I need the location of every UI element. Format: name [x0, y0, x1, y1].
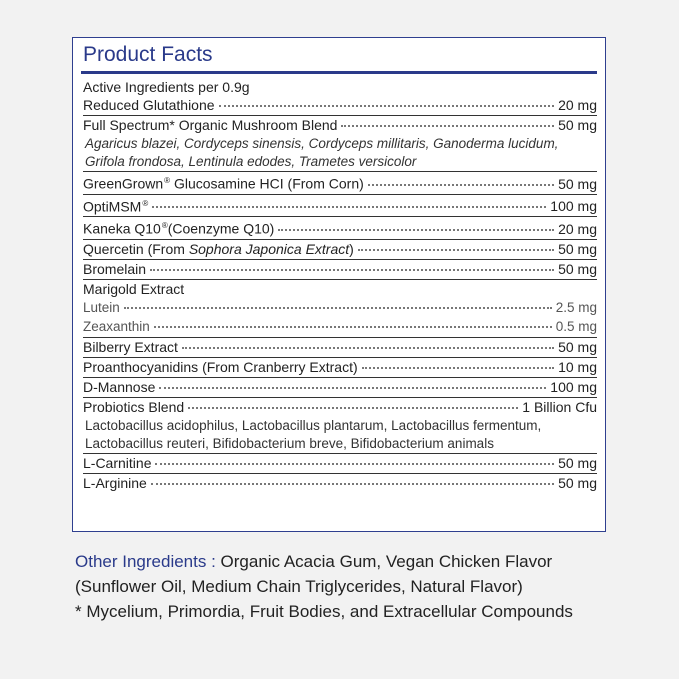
ingredient-row: GreenGrown® Glucosamine HCI (From Corn) 50 mg [83, 172, 597, 195]
probiotic-strains: Lactobacillus reuteri, Bifidobacterium breve, Bifidobacterium animals [85, 435, 494, 451]
probiotic-strains: Lactobacillus acidophilus, Lactobacillus plantarum, Lactobacillus fermentum, [85, 417, 542, 433]
panel-title: Product Facts [83, 43, 213, 66]
ingredient-row: Full Spectrum* Organic Mushroom Blend 50 mg [83, 117, 597, 133]
sub-ingredient-row: Zeaxanthin 0.5 mg [83, 318, 597, 334]
mushroom-species: Agaricus blazei, Cordyceps sinensis, Cordyceps millitaris, Ganoderma lucidum, Grifola frondosa, Lentinula edodes, Trametes versicolor [85, 136, 559, 169]
product-facts-panel [72, 37, 606, 532]
ingredient-row: Reduced Glutathione 20 mg [83, 96, 597, 116]
ingredient-row: Bilberry Extract 50 mg [83, 338, 597, 358]
serving-header: Active Ingredients per 0.9g [83, 79, 250, 95]
ingredient-row: Probiotics Blend 1 Billion Cfu [83, 398, 597, 415]
ingredient-row: OptiMSM® 100 mg [83, 195, 597, 218]
ingredient-row: D-Mannose 100 mg [83, 378, 597, 398]
other-ingredients: Other Ingredients : Organic Acacia Gum, Vegan Chicken Flavor (Sunflower Oil, Medium Chain Triglycerides, Natural Flavor) [75, 552, 553, 596]
title-rule [81, 71, 597, 74]
ingredient-row: L-Arginine 50 mg [83, 474, 597, 491]
ingredient-row: Kaneka Q10®(Coenzyme Q10) 20 mg [83, 217, 597, 240]
sub-ingredient-row: Lutein 2.5 mg [83, 299, 597, 315]
ingredient-group [83, 398, 597, 454]
ingredient-row: L-Carnitine 50 mg [83, 454, 597, 474]
ingredient-row: Quercetin (From Sophora Japonica Extract) 50 mg [83, 240, 597, 260]
footer-text [75, 549, 635, 624]
ingredient-list [83, 78, 597, 493]
ingredient-row: Proanthocyanidins (From Cranberry Extract) 10 mg [83, 358, 597, 378]
footnote: * Mycelium, Primordia, Fruit Bodies, and Extracellular Compounds [75, 602, 573, 621]
ingredient-row: Bromelain 50 mg [83, 260, 597, 280]
ingredient-group [83, 116, 597, 172]
ingredient-group [83, 280, 597, 338]
ingredient-row: Marigold Extract [83, 280, 185, 297]
